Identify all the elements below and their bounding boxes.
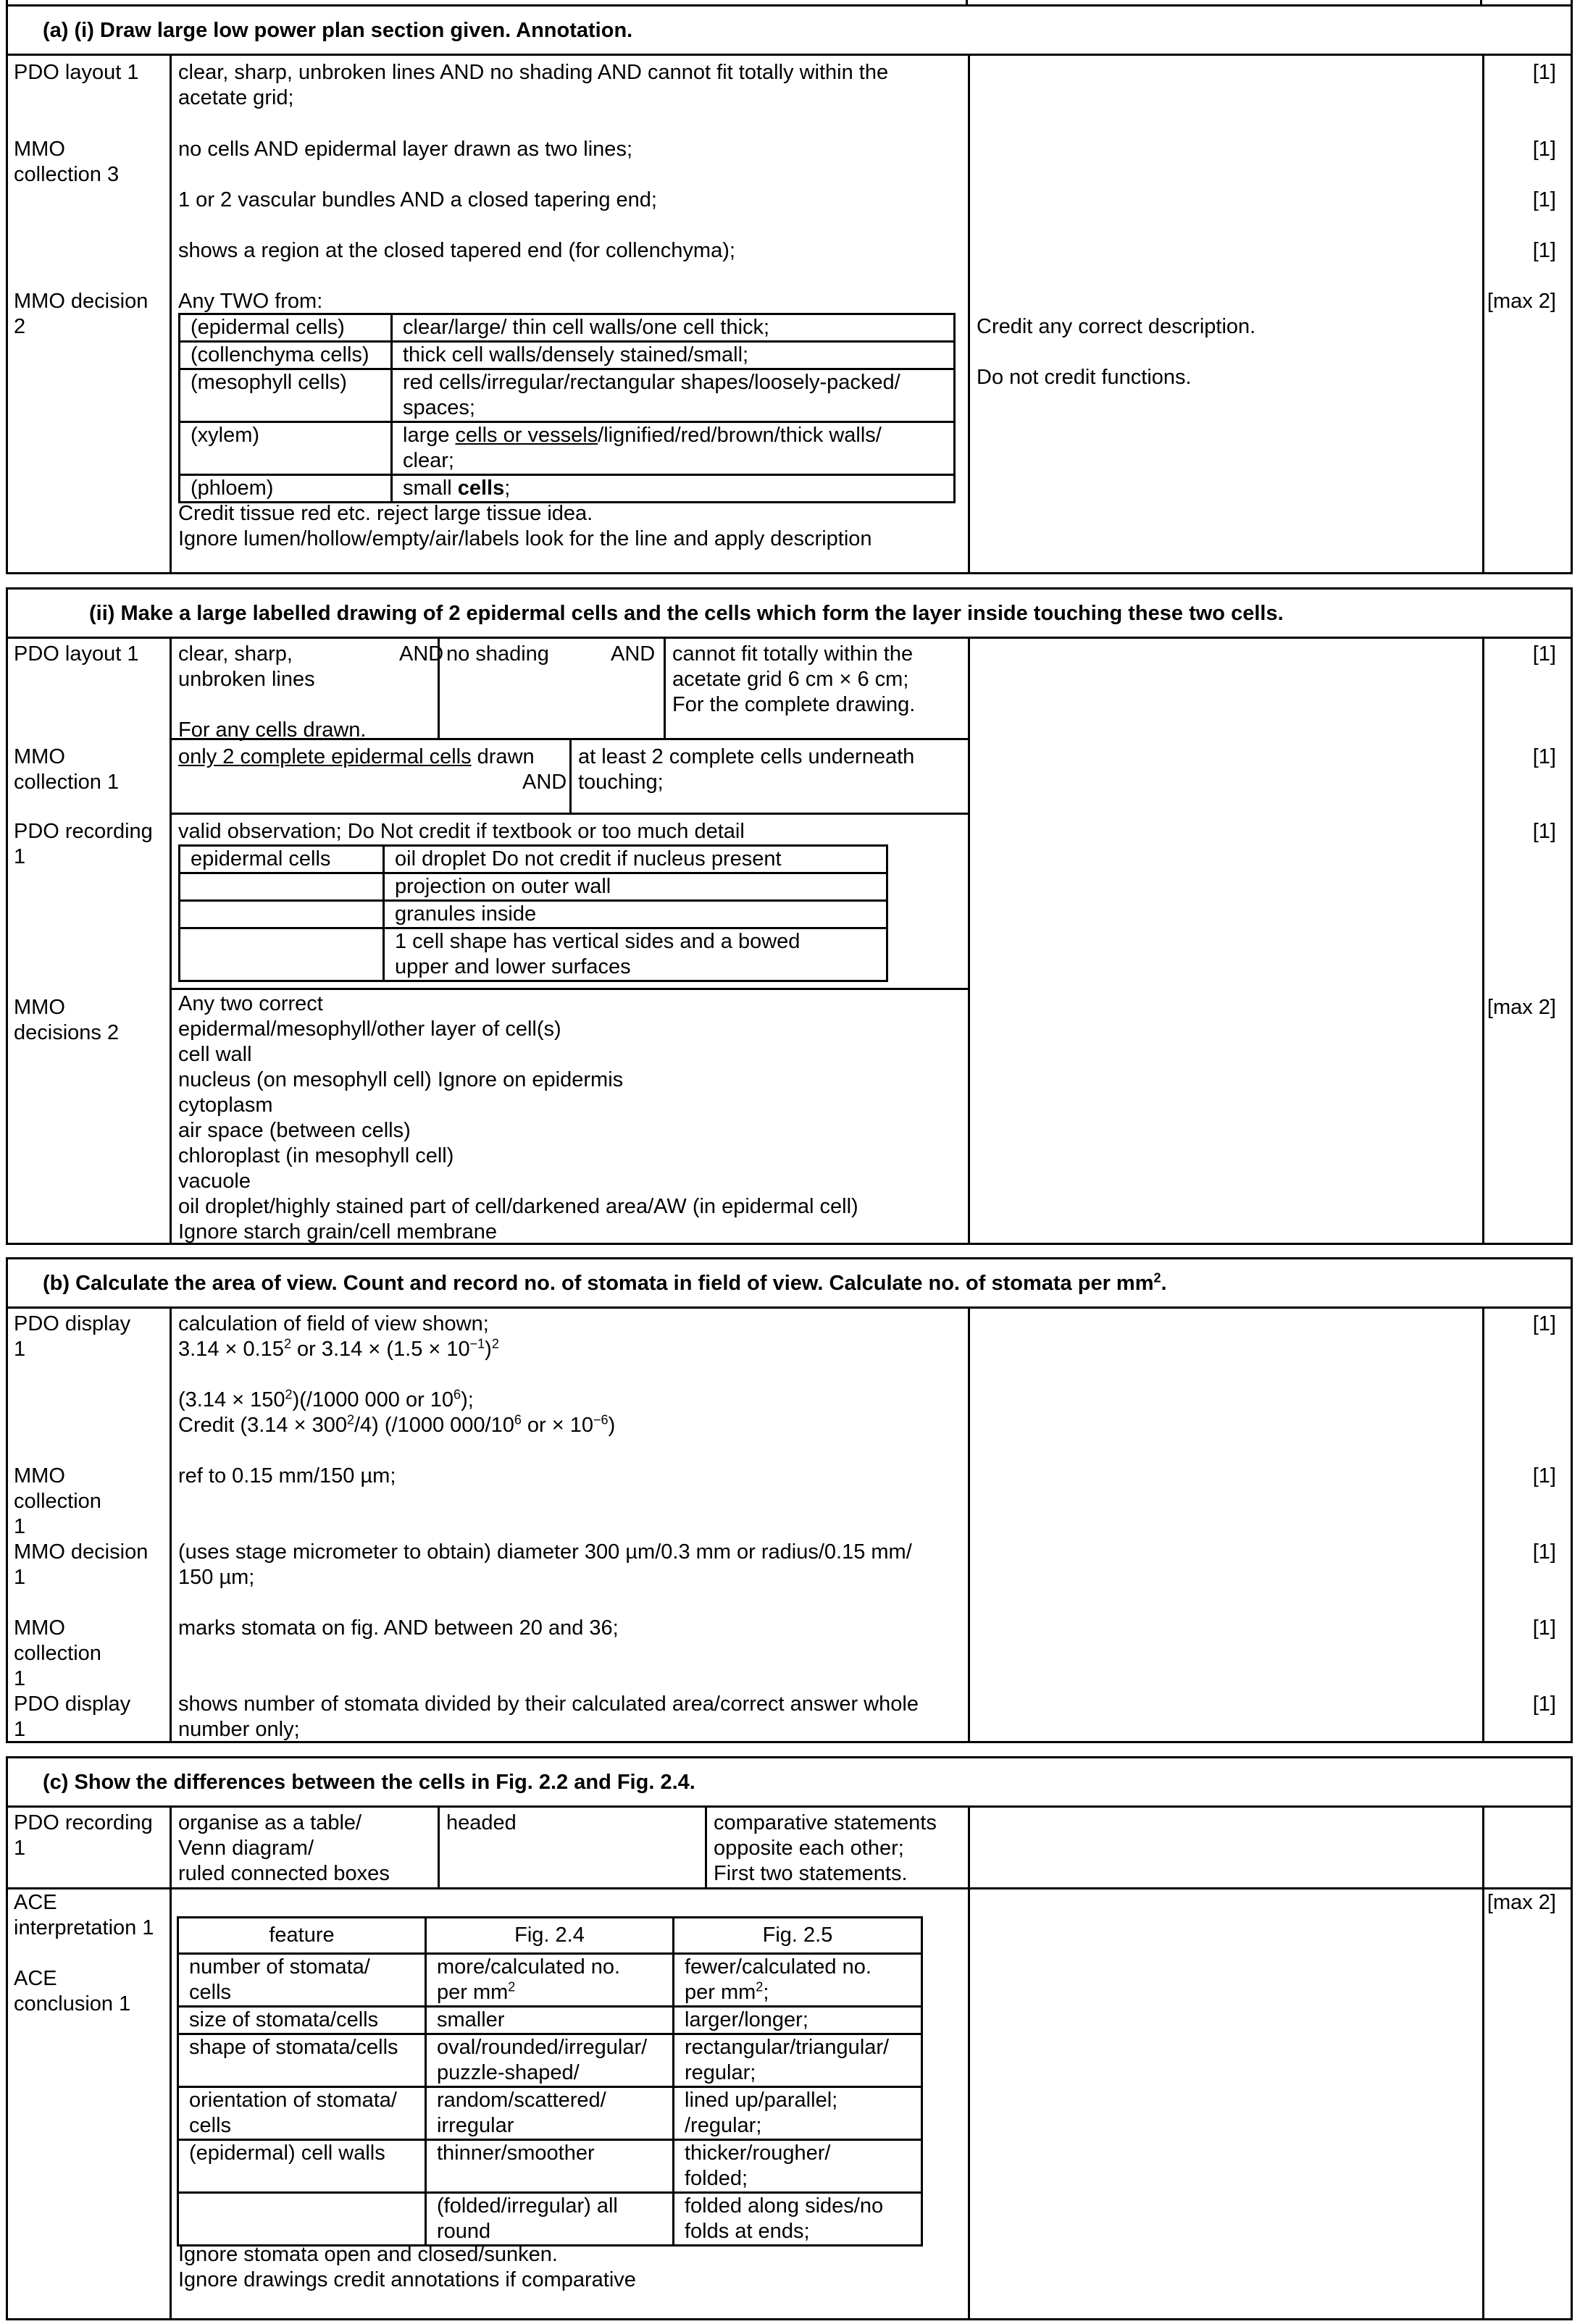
- mark: [max 2]: [1487, 290, 1556, 313]
- fig-2-4-cell: oval/rounded/irregular/ puzzle-shaped/: [426, 2034, 674, 2087]
- fig-2-5-cell: lined up/parallel; /regular;: [674, 2087, 922, 2140]
- answer-text: comparative statements: [714, 1811, 937, 1834]
- table-row: [180, 314, 955, 342]
- label-item: Ignore starch grain/cell membrane: [178, 1220, 498, 1243]
- section-c: [6, 1756, 1573, 2320]
- label-item: oil droplet/highly stained part of cell/darkened area/AW (in epidermal cell): [178, 1195, 858, 1218]
- answer-text: Venn diagram/: [178, 1837, 314, 1860]
- fig-2-5-cell: folded along sides/no folds at ends;: [674, 2193, 922, 2246]
- feature-cell: orientation of stomata/ cells: [178, 2087, 426, 2140]
- skill-label: MMO decision: [14, 290, 149, 313]
- answer-text: clear, sharp,: [178, 642, 293, 666]
- skill-label: decisions 2: [14, 1021, 120, 1044]
- fig-2-5-cell: thicker/rougher/ folded;: [674, 2140, 922, 2193]
- tissue-desc: small cells;: [392, 475, 955, 503]
- skill-label: PDO layout 1: [14, 61, 139, 84]
- skill-label: 2: [14, 315, 26, 338]
- tissue-cell: (phloem): [180, 475, 392, 503]
- mark: [1]: [1532, 745, 1556, 768]
- mark: [1]: [1532, 188, 1556, 211]
- skill-label: MMO: [14, 996, 65, 1019]
- skill-label: ACE: [14, 1891, 57, 1914]
- table-row: [180, 342, 955, 369]
- feature-cell: (epidermal) cell walls: [178, 2140, 426, 2193]
- mark: [1]: [1532, 138, 1556, 161]
- table-row: [180, 873, 887, 901]
- skill-label: MMO: [14, 1616, 65, 1640]
- table-cell: [180, 928, 384, 981]
- tissue-cell: (xylem): [180, 422, 392, 475]
- tissue-table: [178, 313, 956, 503]
- table-row: [180, 901, 887, 928]
- section-a-i-heading: (a) (i) Draw large low power plan section given. Annotation.: [8, 7, 1571, 56]
- answer-text: no cells AND epidermal layer drawn as two lines;: [178, 138, 632, 161]
- skill-label: collection 1: [14, 771, 120, 794]
- answer-text: ref to 0.15 mm/150 µm;: [178, 1464, 396, 1488]
- section-a-i: [6, 4, 1573, 574]
- answer-text: First two statements.: [714, 1862, 908, 1885]
- skill-label: 1: [14, 1718, 26, 1741]
- label-item: nucleus (on mesophyll cell) Ignore on epidermis: [178, 1068, 624, 1091]
- column-header: Fig. 2.5: [674, 1918, 922, 1954]
- answer-text: shows number of stomata divided by their calculated area/correct answer whole: [178, 1692, 919, 1716]
- answer-text: headed: [446, 1811, 517, 1834]
- skill-label: MMO: [14, 138, 65, 161]
- answer-text: at least 2 complete cells underneath: [578, 745, 915, 768]
- answer-text: no shading: [446, 642, 549, 666]
- tissue-cell: (epidermal cells): [180, 314, 392, 342]
- table-row: [180, 928, 887, 981]
- skill-label: conclusion 1: [14, 1992, 131, 2015]
- feature-cell: number of stomata/ cells: [178, 1954, 426, 2007]
- mark: [1]: [1532, 1540, 1556, 1564]
- table-row: [178, 2007, 922, 2034]
- table-cell: projection on outer wall: [384, 873, 887, 901]
- note-text: Ignore stomata open and closed/sunken.: [178, 2243, 558, 2266]
- answer-text: marks stomata on fig. AND between 20 and 36;: [178, 1616, 619, 1640]
- guidance-text: Credit any correct description.: [977, 315, 1256, 338]
- calc-line: $(3.14 \times 150^2)(/1000$ 000 or $10^6$);: [178, 1387, 474, 1411]
- skill-label: MMO decision: [14, 1540, 149, 1564]
- answer-text: clear, sharp, unbroken lines AND no shading AND cannot fit totally within the: [178, 61, 889, 84]
- label-item: cytoplasm: [178, 1094, 273, 1117]
- answer-text: organise as a table/: [178, 1811, 362, 1834]
- answer-text: acetate grid;: [178, 86, 294, 109]
- label-item: vacuole: [178, 1170, 251, 1193]
- tissue-cell: (mesophyll cells): [180, 369, 392, 422]
- fig-2-4-cell: smaller: [426, 2007, 674, 2034]
- answer-text: For the complete drawing.: [672, 693, 916, 716]
- label-item: air space (between cells): [178, 1119, 411, 1142]
- fig-2-4-cell: more/calculated no. per $mm^2$: [426, 1954, 674, 2007]
- skill-label: collection: [14, 1642, 101, 1665]
- tissue-desc: red cells/irregular/rectangular shapes/loosely-packed/ spaces;: [392, 369, 955, 422]
- column-header: Fig. 2.4: [426, 1918, 674, 1954]
- calc-line: Credit $(3.14 \times 300^2/4)$ (/1000 $000/10^6$ or × $10^{-6}$): [178, 1412, 616, 1437]
- skill-label: collection 3: [14, 163, 120, 186]
- table-row: [178, 2140, 922, 2193]
- table-cell: granules inside: [384, 901, 887, 928]
- tissue-desc: clear/large/ thin cell walls/one cell thick;: [392, 314, 955, 342]
- answer-text: valid observation; Do Not credit if textbook or too much detail: [178, 820, 745, 843]
- answer-text: shows a region at the closed tapered end (for collenchyma);: [178, 239, 735, 262]
- label-item: epidermal/mesophyll/other layer of cell(s): [178, 1018, 561, 1041]
- skill-label: PDO recording: [14, 1811, 153, 1834]
- tissue-desc: large cells or vessels/lignified/red/brown/thick walls/ clear;: [392, 422, 955, 475]
- mark: [1]: [1532, 1692, 1556, 1716]
- answer-text: only 2 complete epidermal cells drawn: [178, 745, 535, 768]
- fig-2-4-cell: thinner/smoother: [426, 2140, 674, 2193]
- tissue-desc: thick cell walls/densely stained/small;: [392, 342, 955, 369]
- skill-label: PDO display: [14, 1692, 131, 1716]
- answer-text: cannot fit totally within the: [672, 642, 914, 666]
- section-b: [6, 1257, 1573, 1743]
- guidance-text: Do not credit functions.: [977, 366, 1192, 389]
- and-text: AND: [399, 642, 444, 666]
- feature-cell: [178, 2193, 426, 2246]
- table-header-row: [178, 1918, 922, 1954]
- answer-text: number only;: [178, 1718, 300, 1741]
- answer-text: Any TWO from:: [178, 290, 323, 313]
- table-row: [178, 1954, 922, 2007]
- skill-label: 1: [14, 845, 26, 868]
- observation-table: [178, 844, 888, 982]
- and-text: AND: [611, 642, 656, 666]
- skill-label: 1: [14, 1515, 26, 1538]
- answer-text: ruled connected boxes: [178, 1862, 390, 1885]
- skill-label: 1: [14, 1566, 26, 1589]
- skill-label: MMO: [14, 1464, 65, 1488]
- table-row: [178, 2034, 922, 2087]
- table-row: [180, 846, 887, 873]
- feature-cell: shape of stomata/cells: [178, 2034, 426, 2087]
- label-item: cell wall: [178, 1043, 252, 1066]
- section-a-ii-heading: (ii) Make a large labelled drawing of 2 epidermal cells and the cells which form the layer inside touching these two cells.: [8, 590, 1571, 639]
- tissue-cell: (collenchyma cells): [180, 342, 392, 369]
- table-cell: 1 cell shape has vertical sides and a bowed upper and lower surfaces: [384, 928, 887, 981]
- answer-text: touching;: [578, 771, 664, 794]
- calc-line: $3.14 \times 0.15^2$ or $3.14 \times (1.5 \times 10^{-1})^2$: [178, 1336, 499, 1361]
- table-cell: epidermal cells: [180, 846, 384, 873]
- table-row: [178, 2087, 922, 2140]
- table-cell: [180, 901, 384, 928]
- fig-2-4-cell: random/scattered/ irregular: [426, 2087, 674, 2140]
- mark: [1]: [1532, 239, 1556, 262]
- mark: [max 2]: [1487, 1891, 1556, 1914]
- mark: [1]: [1532, 1464, 1556, 1488]
- and-text: AND: [522, 771, 567, 794]
- section-c-heading: (c) Show the differences between the cells in Fig. 2.2 and Fig. 2.4.: [8, 1758, 1571, 1808]
- skill-label: PDO recording: [14, 820, 153, 843]
- table-cell: [180, 873, 384, 901]
- table-row: [180, 422, 955, 475]
- skill-label: 1: [14, 1667, 26, 1690]
- skill-label: 1: [14, 1837, 26, 1860]
- answer-text: acetate grid 6 cm × 6 cm;: [672, 668, 909, 691]
- answer-text: opposite each other;: [714, 1837, 904, 1860]
- fig-2-5-cell: fewer/calculated no. per $mm^2$;: [674, 1954, 922, 2007]
- answer-text: 150 µm;: [178, 1566, 255, 1589]
- note-text: Ignore drawings credit annotations if comparative: [178, 2268, 636, 2291]
- fig-2-5-cell: rectangular/triangular/ regular;: [674, 2034, 922, 2087]
- skill-label: PDO layout 1: [14, 642, 139, 666]
- comparison-table: [177, 1916, 923, 2247]
- mark: [1]: [1532, 61, 1556, 84]
- mark: [1]: [1532, 642, 1556, 666]
- answer-text: For any cells drawn.: [178, 718, 367, 742]
- answer-text: (uses stage micrometer to obtain) diameter 300 µm/0.3 mm or radius/0.15 mm/: [178, 1540, 912, 1564]
- answer-text: 1 or 2 vascular bundles AND a closed tapering end;: [178, 188, 657, 211]
- answer-text: calculation of field of view shown;: [178, 1312, 489, 1335]
- fig-2-5-cell: larger/longer;: [674, 2007, 922, 2034]
- table-row: [180, 475, 955, 503]
- skill-label: interpretation 1: [14, 1916, 154, 1939]
- section-b-heading: (b) Calculate the area of view. Count and record no. of stomata in field of view. Calculate no. of stomata per $mm^2$.: [8, 1259, 1571, 1309]
- label-item: Any two correct: [178, 992, 323, 1015]
- mark: [1]: [1532, 1616, 1556, 1640]
- mark: [1]: [1532, 820, 1556, 843]
- note-text: Ignore lumen/hollow/empty/air/labels look for the line and apply description: [178, 527, 872, 550]
- table-cell: oil droplet Do not credit if nucleus present: [384, 846, 887, 873]
- skill-label: ACE: [14, 1967, 57, 1990]
- answer-text: unbroken lines: [178, 668, 315, 691]
- fig-2-4-cell: (folded/irregular) all round: [426, 2193, 674, 2246]
- skill-label: MMO: [14, 745, 65, 768]
- mark: [1]: [1532, 1312, 1556, 1335]
- column-header: feature: [178, 1918, 426, 1954]
- skill-label: PDO display: [14, 1312, 131, 1335]
- skill-label: collection: [14, 1490, 101, 1513]
- table-row: [180, 369, 955, 422]
- mark: [max 2]: [1487, 996, 1556, 1019]
- label-item: chloroplast (in mesophyll cell): [178, 1144, 454, 1167]
- table-row: [178, 2193, 922, 2246]
- note-text: Credit tissue red etc. reject large tissue idea.: [178, 502, 593, 525]
- feature-cell: size of stomata/cells: [178, 2007, 426, 2034]
- skill-label: 1: [14, 1338, 26, 1361]
- section-a-ii: [6, 587, 1573, 1245]
